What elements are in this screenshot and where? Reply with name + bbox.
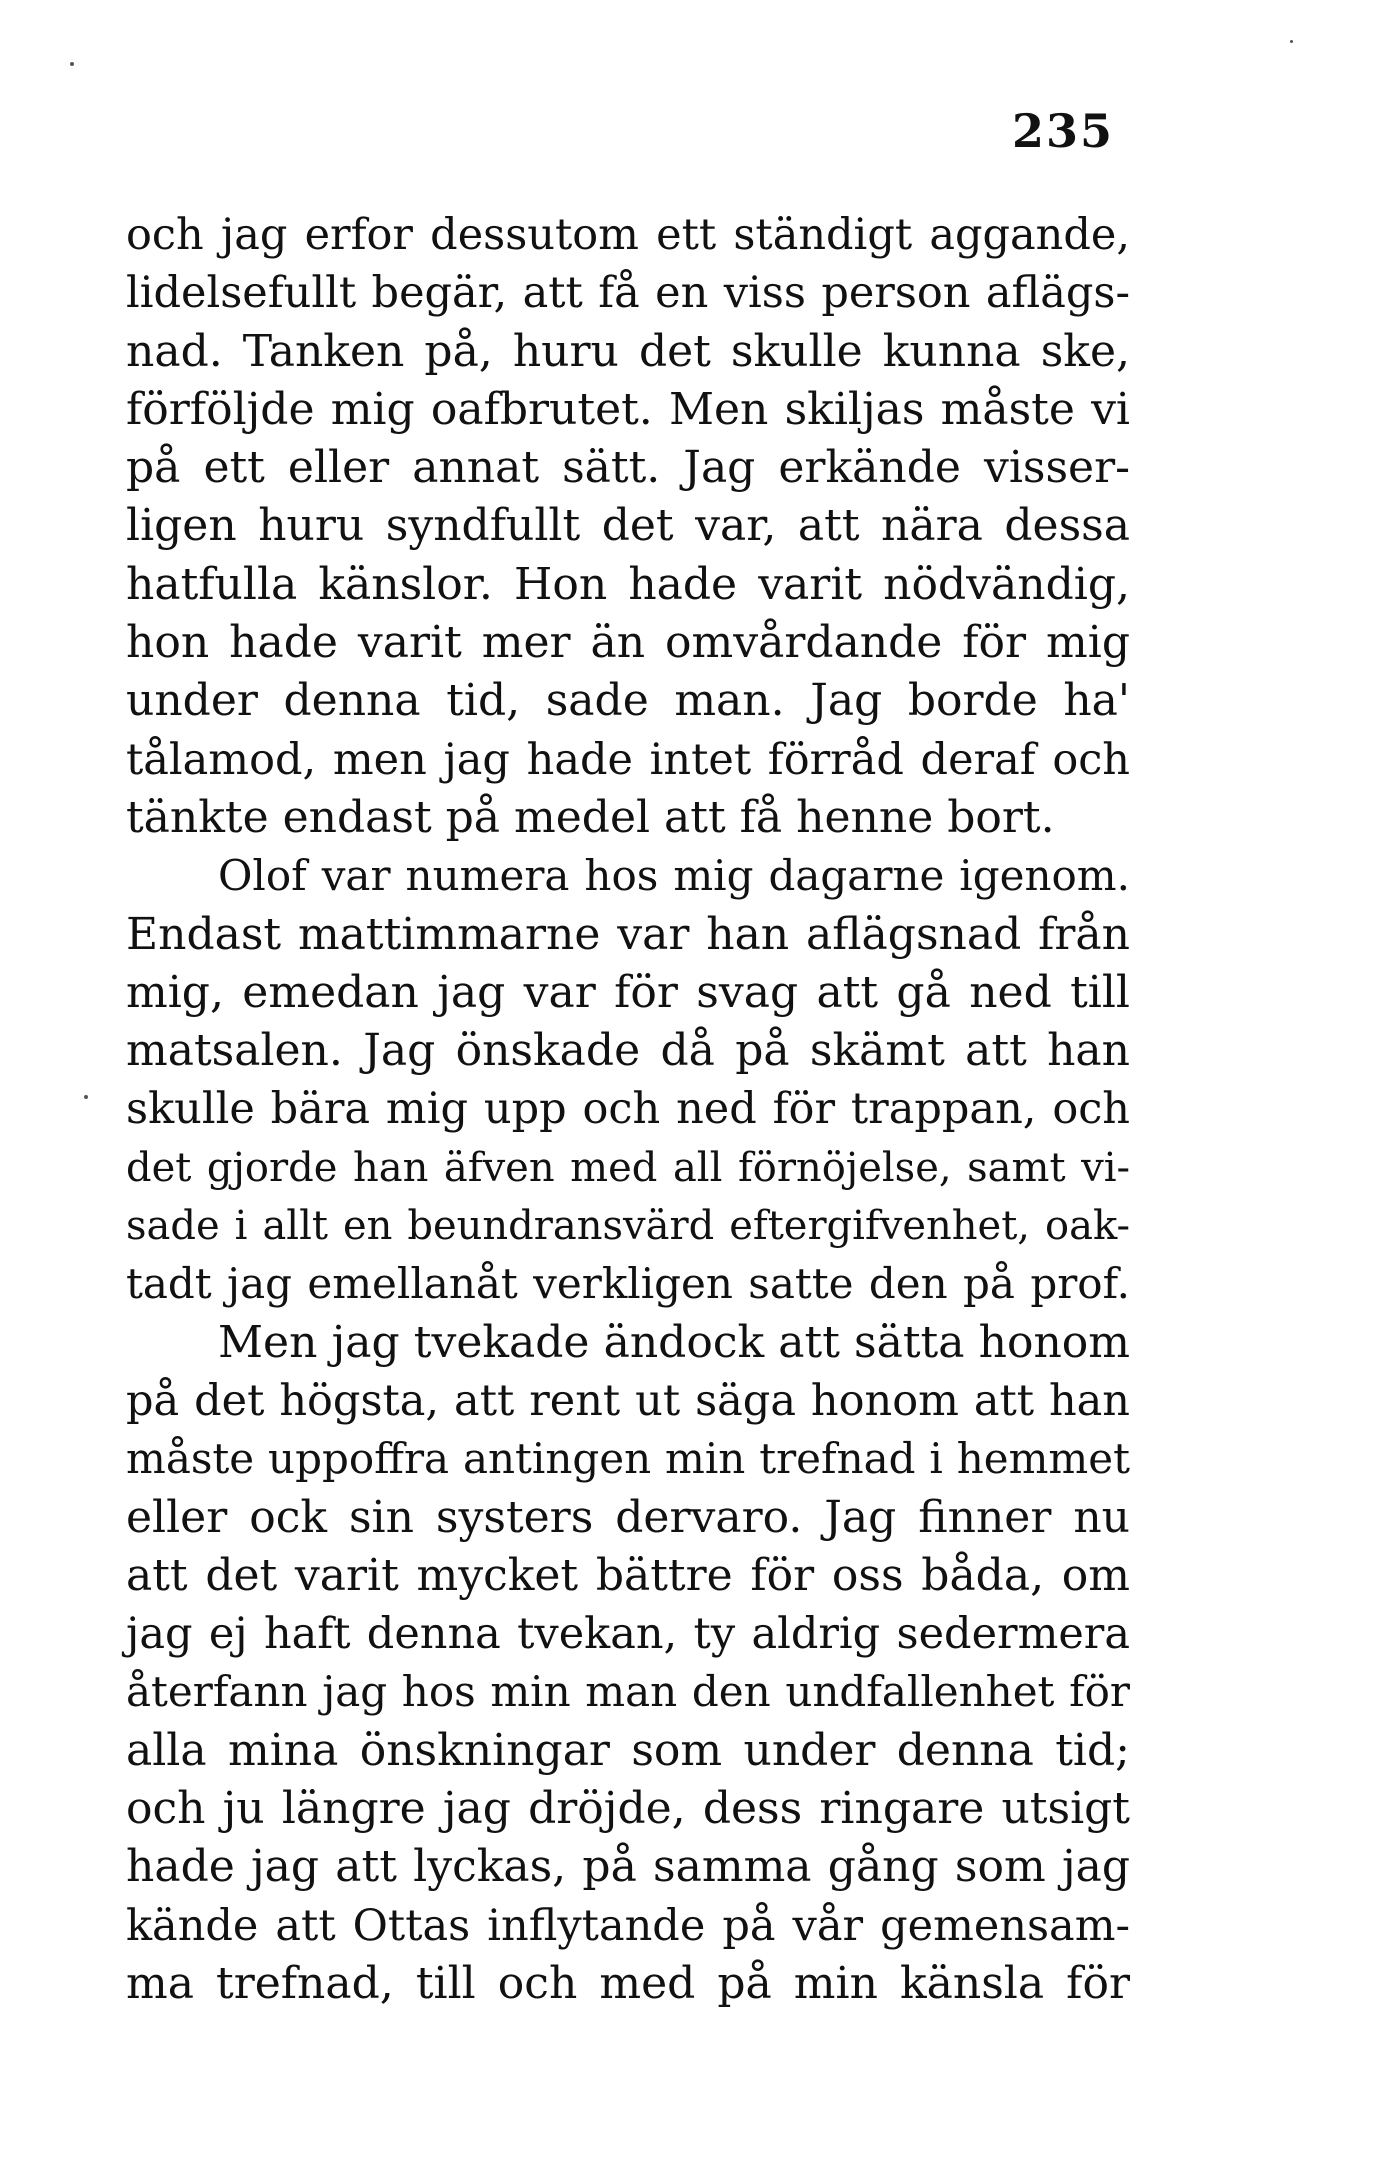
text-line: lidelsefullt begär, att få en viss person aflägs-: [126, 268, 1130, 319]
text-line: tålamod, men jag hade intet förråd deraf och: [126, 734, 1130, 785]
text-line: tadt jag emellanåt verkligen satte den på prof.: [126, 1259, 1130, 1309]
text-line: måste uppoffra antingen min trefnad i hemmet: [126, 1434, 1130, 1484]
text-line: hade jag att lyckas, på samma gång som jag: [126, 1841, 1130, 1893]
text-line: förföljde mig oafbrutet. Men skiljas måste vi: [126, 383, 1130, 435]
text-line: återfann jag hos min man den undfallenhet för: [126, 1667, 1130, 1717]
text-line: ligen huru syndfullt det var, att nära dessa: [126, 500, 1130, 552]
text-line: nad. Tanken på, huru det skulle kunna ske,: [126, 325, 1130, 377]
print-speck: [84, 1095, 88, 1099]
page-number: 235: [1012, 104, 1115, 158]
text-line: Men jag tvekade ändock att sätta honom: [218, 1316, 1130, 1368]
text-line: att det varit mycket bättre för oss båda, om: [126, 1549, 1130, 1601]
text-line: och jag erfor dessutom ett ständigt aggande,: [126, 210, 1130, 260]
text-line: mig, emedan jag var för svag att gå ned till: [126, 966, 1130, 1018]
body-text: [126, 206, 1130, 2013]
text-line: skulle bära mig upp och ned för trappan, och: [126, 1084, 1130, 1135]
text-line: kände att Ottas inflytande på vår gemensam-: [126, 1900, 1130, 1951]
text-line: sade i allt en beundransvärd eftergifvenhet, oak-: [126, 1203, 1130, 1250]
text-line: tänkte endast på medel att få henne bort.: [126, 791, 1055, 843]
text-line: alla mina önskningar som under denna tid;: [126, 1724, 1130, 1776]
print-speck: [70, 62, 74, 66]
text-line: på det högsta, att rent ut säga honom att han: [126, 1375, 1130, 1426]
text-line: eller ock sin systers dervaro. Jag finner nu: [126, 1491, 1130, 1543]
text-line: under denna tid, sade man. Jag borde ha': [126, 675, 1130, 727]
text-line: ma trefnad, till och med på min känsla för: [126, 1957, 1130, 2009]
text-line: det gjorde han äfven med all förnöjelse, samt vi-: [126, 1144, 1130, 1191]
text-line: och ju längre jag dröjde, dess ringare utsigt: [126, 1783, 1130, 1835]
text-line: på ett eller annat sätt. Jag erkände visser-: [126, 442, 1130, 494]
text-line: Olof var numera hos mig dagarne igenom.: [218, 851, 1130, 901]
text-line: matsalen. Jag önskade då på skämt att han: [126, 1025, 1130, 1077]
text-line: hon hade varit mer än omvårdande för mig: [126, 617, 1130, 669]
text-line: Endast mattimmarne var han aflägsnad från: [126, 908, 1130, 960]
text-line: jag ej haft denna tvekan, ty aldrig sedermera: [126, 1609, 1130, 1660]
text-line: hatfulla känslor. Hon hade varit nödvändig,: [126, 558, 1130, 610]
print-speck: [1290, 40, 1293, 43]
